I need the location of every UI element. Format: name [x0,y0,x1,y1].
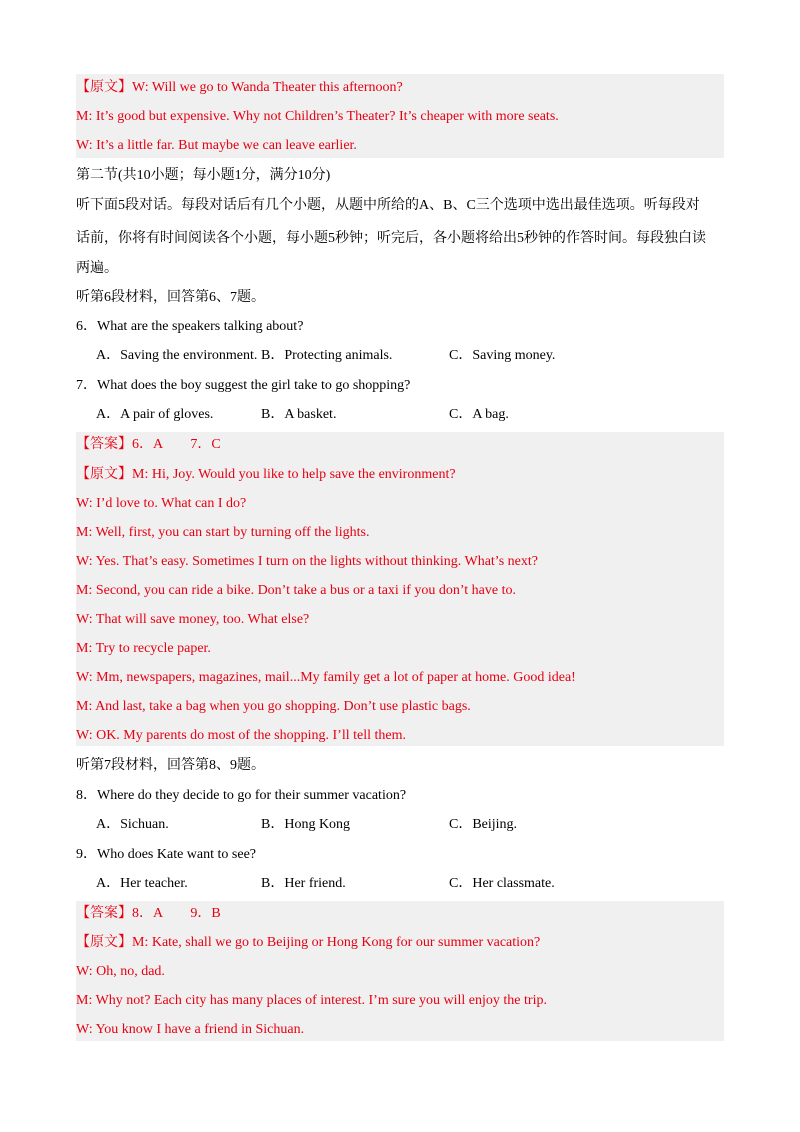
transcript-line: W: I’d love to. What can I do? [76,496,247,511]
question-stem: 6．What are the speakers talking about? [76,319,304,334]
transcript-line: W: OK. My parents do most of the shopping. I’ll tell them. [76,728,406,743]
transcript-line: M: Well, first, you can start by turning off the lights. [76,525,370,540]
option-b: B．Protecting animals. [261,348,393,363]
answer-line [76,435,221,455]
transcript-line: M: And last, take a bag when you go shopping. Don’t use plastic bags. [76,699,471,714]
answer-value: 8．A 9．B [132,906,221,921]
section-heading: 第二节(共10小题；每小题1分，满分10分) [76,168,331,183]
transcript-line: W: Mm, newspapers, magazines, mail...My family get a lot of paper at home. Good idea! [76,670,576,685]
option-c: C．Saving money. [449,348,556,363]
answer-tag: 【答案】 [76,437,132,452]
transcript-line: 【原文】W: Will we go to Wanda Theater this afternoon? [76,80,403,95]
question-stem: 7．What does the boy suggest the girl take to go shopping? [76,378,411,393]
transcript-line: 【原文】M: Hi, Joy. Would you like to help save the environment? [76,467,456,482]
option-b: B．Her friend. [261,876,346,891]
transcript-line: M: It’s good but expensive. Why not Children’s Theater? It’s cheaper with more seats. [76,109,559,124]
instruction-text: 两遍。 [76,261,118,276]
transcript-tag: 【原文】 [76,80,132,95]
option-c: C．Her classmate. [449,876,555,891]
transcript-line: W: You know I have a friend in Sichuan. [76,1022,305,1037]
option-c: C．Beijing. [449,817,518,832]
answer-line [76,904,221,924]
transcript-line: M: Second, you can ride a bike. Don’t take a bus or a taxi if you don’t have to. [76,583,516,598]
option-a: A．Sichuan. [96,817,169,832]
transcript-line: M: Try to recycle paper. [76,641,211,656]
transcript-tag: 【原文】 [76,467,132,482]
material-intro: 听第6段材料，回答第6、7题。 [76,290,265,305]
transcript-tag: 【原文】 [76,935,132,950]
transcript-line: W: That will save money, too. What else? [76,612,310,627]
answer-value: 6．A 7．C [132,437,221,452]
instruction-text: 听下面5段对话。每段对话后有几个小题，从题中所给的A、B、C三个选项中选出最佳选项。听每段对 [76,198,700,213]
transcript-line: W: Yes. That’s easy. Sometimes I turn on the lights without thinking. What’s next? [76,554,538,569]
question-stem: 8．Where do they decide to go for their summer vacation? [76,788,407,803]
option-a: A．Saving the environment. [96,348,258,363]
question-stem: 9．Who does Kate want to see? [76,847,256,862]
material-intro: 听第7段材料，回答第8、9题。 [76,758,265,773]
instruction-text: 话前，你将有时间阅读各个小题，每小题5秒钟；听完后，各小题将给出5秒钟的作答时间。每段独白读 [76,231,706,246]
transcript-line: M: Why not? Each city has many places of interest. I’m sure you will enjoy the trip. [76,993,547,1008]
option-b: B．A basket. [261,407,337,422]
transcript-line: W: It’s a little far. But maybe we can leave earlier. [76,138,357,153]
transcript-line: 【原文】M: Kate, shall we go to Beijing or Hong Kong for our summer vacation? [76,935,541,950]
option-c: C．A bag. [449,407,509,422]
option-b: B．Hong Kong [261,817,351,832]
option-a: A．Her teacher. [96,876,188,891]
transcript-line: W: Oh, no, dad. [76,964,165,979]
option-a: A．A pair of gloves. [96,407,214,422]
answer-tag: 【答案】 [76,906,132,921]
